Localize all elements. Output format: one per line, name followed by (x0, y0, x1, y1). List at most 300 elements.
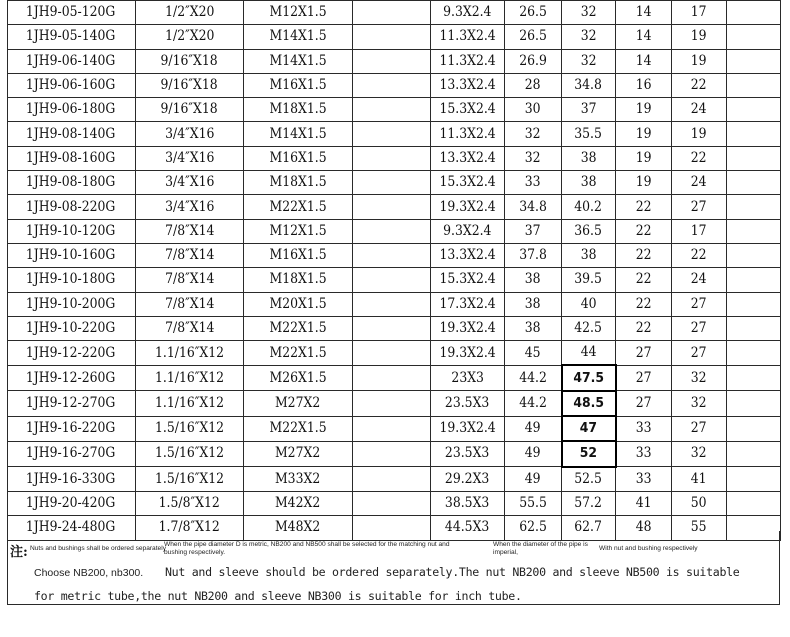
table-cell (353, 491, 431, 515)
table-cell (672, 219, 727, 243)
cell-text: 49 (524, 420, 541, 437)
cell-text: 33 (635, 445, 652, 462)
table-cell (244, 98, 353, 122)
table-cell (353, 243, 431, 267)
cell-text: 36.5 (574, 222, 603, 239)
cell-text: 1JH9-10-180G (25, 271, 116, 288)
cell-text: 28 (525, 77, 541, 94)
fitting-spec-table (7, 0, 781, 541)
table-cell (244, 73, 353, 97)
table-cell (672, 243, 727, 267)
table-cell (616, 268, 672, 292)
cell-text: 3/4″X16 (164, 149, 215, 166)
cell-text: M22X1.5 (269, 420, 327, 437)
table-cell (727, 365, 781, 390)
cell-text: 38 (580, 247, 597, 264)
table-cell (616, 365, 672, 390)
cell-text: 55.5 (519, 495, 547, 512)
table-cell (353, 25, 431, 49)
table-cell (727, 268, 781, 292)
table-cell (8, 73, 136, 97)
table-cell (672, 316, 727, 340)
table-cell (353, 49, 431, 73)
cell-text: 19 (635, 174, 652, 191)
table-cell (431, 219, 505, 243)
table-cell (505, 171, 562, 195)
table-cell (8, 491, 136, 515)
cell-text: 52.5 (574, 470, 603, 487)
cell-text: 62.7 (574, 519, 603, 536)
table-row (8, 391, 781, 416)
table-cell (136, 1, 244, 25)
cell-text: 22 (635, 271, 652, 288)
table-cell (136, 146, 244, 170)
table-cell (136, 171, 244, 195)
cell-text: 1JH9-08-220G (25, 198, 116, 215)
cell-text: 32 (580, 52, 597, 69)
table-cell (353, 98, 431, 122)
note-small-2: When the pipe diameter D is metric, NB200 and NB500 shall be selected for the matching nut and bushing respectively. (164, 541, 450, 556)
table-cell (562, 243, 616, 267)
cell-text: M14X1.5 (269, 125, 327, 142)
table-cell (505, 491, 562, 515)
cell-text: 32 (580, 28, 597, 45)
cell-text: 19 (691, 125, 707, 142)
table-cell (727, 1, 781, 25)
table-cell (431, 146, 505, 170)
cell-text: 23.5X3 (445, 394, 490, 411)
cell-text: 1/2″X20 (164, 28, 215, 45)
table-row (8, 219, 781, 243)
table-cell (353, 292, 431, 316)
cell-text: 22 (635, 198, 652, 215)
cell-text: 1.5/8″X12 (158, 495, 221, 512)
table-cell (244, 171, 353, 195)
cell-text: 1.1/16″X12 (154, 394, 225, 411)
table-cell (616, 243, 672, 267)
table-cell (727, 292, 781, 316)
cell-text: 26.5 (519, 4, 547, 21)
cell-text: 32 (525, 149, 541, 166)
table-row (8, 98, 781, 122)
table-cell (431, 171, 505, 195)
table-cell (562, 268, 616, 292)
table-cell (8, 391, 136, 416)
table-cell (727, 243, 781, 267)
table-cell (562, 441, 616, 466)
table-cell (672, 416, 727, 441)
table-cell (8, 441, 136, 466)
table-cell (353, 268, 431, 292)
table-cell (616, 416, 672, 441)
cell-text: 11.3X2.4 (439, 125, 496, 142)
table-cell (136, 316, 244, 340)
cell-text: 47.5 (573, 369, 604, 386)
table-cell (616, 195, 672, 219)
table-cell (672, 365, 727, 390)
table-cell (616, 441, 672, 466)
table-cell (672, 491, 727, 515)
cell-text: 9/16″X18 (160, 52, 219, 69)
table-cell (616, 491, 672, 515)
cell-text: M33X2 (275, 470, 321, 487)
table-row (8, 195, 781, 219)
table-row (8, 467, 781, 492)
table-cell (562, 73, 616, 97)
table-cell (616, 146, 672, 170)
table-cell (616, 219, 672, 243)
table-cell (562, 341, 616, 366)
cell-text: M14X1.5 (269, 28, 327, 45)
table-cell (562, 416, 616, 441)
table-cell (431, 416, 505, 441)
table-cell (8, 365, 136, 390)
table-cell (136, 25, 244, 49)
table-cell (562, 316, 616, 340)
table-cell (431, 98, 505, 122)
note-small-1: Nuts and bushings shall be ordered separately (30, 545, 166, 552)
cell-text: 33 (635, 420, 652, 437)
cell-text: 38 (525, 271, 541, 288)
cell-text: M18X1.5 (269, 101, 327, 118)
table-cell (431, 49, 505, 73)
table-cell (505, 391, 562, 416)
cell-text: 1JH9-08-160G (25, 149, 116, 166)
table-cell (8, 25, 136, 49)
cell-text: 1.5/16″X12 (154, 420, 225, 437)
cell-text: 19 (635, 125, 652, 142)
cell-text: 13.3X2.4 (439, 77, 496, 94)
table-cell (616, 391, 672, 416)
cell-text: M22X1.5 (269, 320, 327, 336)
cell-text: M16X1.5 (269, 247, 327, 264)
cell-text: 37.8 (519, 247, 547, 264)
table-cell (505, 292, 562, 316)
cell-text: 9.3X2.4 (443, 4, 492, 21)
cell-text: 1JH9-12-270G (25, 394, 116, 411)
cell-text: 19 (691, 28, 707, 45)
note-prefix: 注: (10, 545, 28, 560)
cell-text: 30 (525, 101, 541, 118)
table-cell (8, 292, 136, 316)
cell-text: M27X2 (275, 445, 321, 462)
table-cell (562, 146, 616, 170)
cell-text: 13.3X2.4 (439, 247, 496, 264)
table-cell (505, 341, 562, 366)
cell-text: M42X2 (275, 495, 321, 512)
cell-text: 22 (635, 222, 652, 239)
table-cell (727, 441, 781, 466)
table-cell (672, 73, 727, 97)
table-cell (136, 416, 244, 441)
table-cell (727, 416, 781, 441)
table-cell (672, 341, 727, 366)
cell-text: 1JH9-05-120G (25, 4, 116, 21)
table-cell (8, 98, 136, 122)
cell-text: 19.3X2.4 (439, 198, 496, 215)
cell-text: 7/8″X14 (164, 222, 215, 239)
table-cell (505, 416, 562, 441)
table-cell (727, 219, 781, 243)
table-cell (727, 467, 781, 492)
cell-text: 17.3X2.4 (439, 295, 496, 312)
cell-text: 15.3X2.4 (439, 101, 496, 118)
table-cell (616, 73, 672, 97)
table-cell (562, 1, 616, 25)
cell-text: 39.5 (574, 271, 603, 288)
table-cell (8, 171, 136, 195)
table-cell (244, 268, 353, 292)
cell-text: 26.5 (519, 28, 547, 45)
cell-text: 44.5X3 (445, 519, 490, 536)
table-cell (353, 171, 431, 195)
table-cell (727, 316, 781, 340)
table-row (8, 243, 781, 267)
cell-text: 15.3X2.4 (439, 271, 496, 288)
table-cell (8, 122, 136, 146)
cell-text: 27 (691, 295, 707, 312)
table-cell (244, 365, 353, 390)
cell-text: 1JH9-24-480G (25, 519, 116, 536)
cell-text: 35.5 (574, 125, 603, 142)
table-cell (353, 146, 431, 170)
table-cell (431, 292, 505, 316)
table-cell (8, 243, 136, 267)
cell-text: 1.5/16″X12 (154, 470, 225, 487)
table-cell (672, 1, 727, 25)
cell-text: 7/8″X14 (164, 271, 215, 288)
cell-text: 38 (580, 149, 597, 166)
cell-text: 11.3X2.4 (439, 28, 496, 45)
table-cell (616, 1, 672, 25)
cell-text: 1JH9-20-420G (25, 495, 116, 512)
table-cell (431, 195, 505, 219)
table-cell (672, 268, 727, 292)
cell-text: 45 (525, 344, 541, 361)
cell-text: 19 (691, 52, 707, 69)
cell-text: 1JH9-10-200G (25, 295, 116, 312)
cell-text: 1JH9-10-160G (25, 247, 116, 264)
cell-text: 32 (691, 445, 707, 462)
table-cell (616, 122, 672, 146)
table-cell (136, 73, 244, 97)
cell-text: 33 (525, 174, 541, 191)
table-cell (244, 146, 353, 170)
cell-text: M20X1.5 (269, 295, 327, 312)
table-cell (136, 243, 244, 267)
table-cell (353, 441, 431, 466)
table-cell (562, 365, 616, 390)
table-cell (727, 491, 781, 515)
table-cell (244, 243, 353, 267)
cell-text: 38 (580, 174, 597, 191)
table-cell (244, 341, 353, 366)
table-cell (505, 98, 562, 122)
table-cell (727, 49, 781, 73)
table-cell (353, 416, 431, 441)
table-cell (353, 1, 431, 25)
cell-text: 19 (635, 101, 652, 118)
table-cell (244, 491, 353, 515)
table-body (8, 1, 781, 541)
table-cell (244, 441, 353, 466)
table-cell (505, 441, 562, 466)
cell-text: 7/8″X14 (164, 295, 215, 312)
table-cell (505, 195, 562, 219)
table-cell (136, 195, 244, 219)
table-cell (431, 316, 505, 340)
cell-text: 1.5/16″X12 (154, 445, 225, 462)
table-cell (431, 73, 505, 97)
cell-text: 1JH9-12-260G (25, 369, 116, 386)
cell-text: 7/8″X14 (164, 320, 215, 336)
table-cell (562, 171, 616, 195)
table-row (8, 1, 781, 25)
table-cell (244, 49, 353, 73)
table-cell (505, 243, 562, 267)
table-cell (136, 292, 244, 316)
table-cell (136, 219, 244, 243)
table-cell (353, 391, 431, 416)
table-row (8, 341, 781, 366)
cell-text: 24 (691, 101, 707, 118)
cell-text: 37 (525, 222, 541, 239)
table-cell (244, 416, 353, 441)
note-line-2: for metric tube,the nut NB200 and sleeve NB300 is suitable for inch tube. (34, 589, 522, 603)
cell-text: 57.2 (574, 495, 603, 512)
table-cell (727, 391, 781, 416)
cell-text: M27X2 (275, 394, 321, 411)
table-cell (672, 195, 727, 219)
table-cell (353, 365, 431, 390)
cell-text: M16X1.5 (269, 77, 327, 94)
table-row (8, 146, 781, 170)
cell-text: 27 (635, 369, 652, 386)
table-cell (353, 341, 431, 366)
cell-text: 1.1/16″X12 (154, 369, 225, 386)
table-row (8, 73, 781, 97)
table-row (8, 122, 781, 146)
table-row (8, 171, 781, 195)
cell-text: 17 (691, 222, 707, 239)
table-cell (616, 316, 672, 340)
table-cell (353, 73, 431, 97)
table-cell (136, 49, 244, 73)
table-cell (431, 341, 505, 366)
cell-text: 1.1/16″X12 (154, 344, 225, 361)
table-cell (672, 292, 727, 316)
table-cell (727, 146, 781, 170)
cell-text: 1/2″X20 (164, 4, 215, 21)
cell-text: 27 (691, 198, 707, 215)
table-cell (616, 467, 672, 492)
cell-text: 32 (580, 4, 597, 21)
cell-text: 22 (691, 77, 707, 94)
table-cell (505, 268, 562, 292)
table-cell (562, 391, 616, 416)
table-cell (505, 1, 562, 25)
table-cell (505, 73, 562, 97)
cell-text: 14 (635, 28, 652, 45)
cell-text: 3/4″X16 (164, 174, 215, 191)
cell-text: 42.5 (574, 320, 603, 336)
table-cell (136, 467, 244, 492)
table-cell (505, 122, 562, 146)
cell-text: 49 (525, 470, 541, 487)
table-cell (136, 341, 244, 366)
cell-text: 22 (635, 247, 652, 264)
table-cell (727, 171, 781, 195)
cell-text: 41 (635, 495, 652, 512)
table-cell (353, 467, 431, 492)
table-cell (244, 219, 353, 243)
cell-text: 62.5 (519, 519, 547, 536)
table-cell (616, 171, 672, 195)
cell-text: 14 (635, 52, 652, 69)
notes-section (7, 531, 780, 605)
table-cell (672, 441, 727, 466)
table-cell (136, 98, 244, 122)
table-cell (244, 122, 353, 146)
note-line-1: Nut and sleeve should be ordered separately.The nut NB200 and sleeve NB500 is suitable (165, 565, 740, 579)
cell-text: 44 (580, 344, 597, 361)
table-cell (672, 391, 727, 416)
cell-text: 19.3X2.4 (439, 320, 496, 336)
cell-text: 27 (691, 420, 707, 437)
table-cell (616, 98, 672, 122)
table-cell (353, 219, 431, 243)
cell-text: M16X1.5 (269, 149, 327, 166)
cell-text: 1JH9-12-220G (25, 344, 116, 361)
table-cell (244, 1, 353, 25)
table-cell (8, 195, 136, 219)
table-cell (562, 467, 616, 492)
table-row (8, 25, 781, 49)
cell-text: M18X1.5 (269, 271, 327, 288)
table-cell (672, 25, 727, 49)
cell-text: M26X1.5 (269, 369, 327, 386)
cell-text: 52 (579, 445, 598, 462)
cell-text: 48.5 (573, 394, 604, 411)
table-row (8, 441, 781, 466)
note-small-3: When the diameter of the pipe is imperial, (493, 541, 588, 556)
cell-text: 34.8 (519, 198, 547, 215)
cell-text: 27 (691, 344, 707, 361)
table-cell (727, 98, 781, 122)
table-cell (505, 316, 562, 340)
table-cell (505, 49, 562, 73)
cell-text: 19.3X2.4 (439, 344, 496, 361)
cell-text: 32 (691, 369, 707, 386)
cell-text: 44.2 (518, 394, 547, 411)
cell-text: 16 (635, 77, 652, 94)
table-cell (505, 25, 562, 49)
cell-text: 24 (691, 271, 707, 288)
table-cell (8, 268, 136, 292)
table-cell (505, 467, 562, 492)
cell-text: 17 (691, 4, 707, 21)
table-cell (8, 219, 136, 243)
table-cell (505, 146, 562, 170)
table-cell (431, 122, 505, 146)
table-cell (136, 122, 244, 146)
cell-text: 1JH9-06-140G (25, 52, 116, 69)
cell-text: 44.2 (518, 369, 547, 386)
table-cell (8, 316, 136, 340)
cell-text: 1JH9-16-270G (25, 445, 116, 462)
table-row (8, 268, 781, 292)
cell-text: 11.3X2.4 (439, 52, 496, 69)
